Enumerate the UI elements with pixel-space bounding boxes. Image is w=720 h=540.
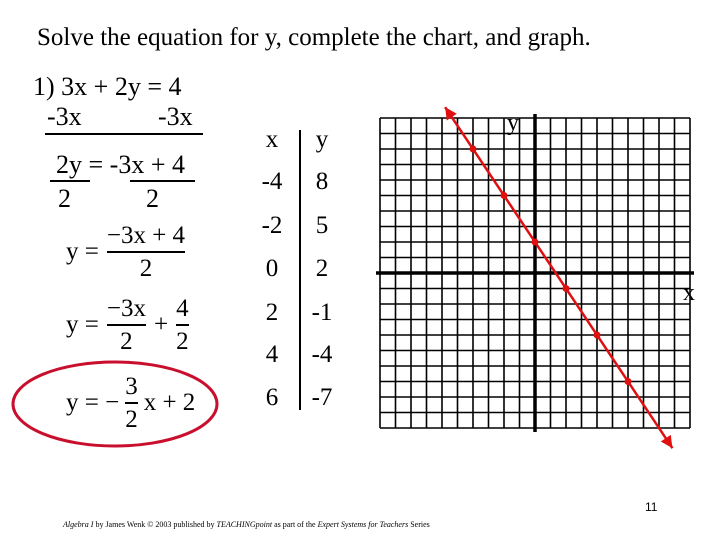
step-rest: x + 2 [143, 389, 196, 416]
step-lhs: y = − [66, 389, 120, 416]
footer-series: Expert Systems for Teachers [317, 520, 409, 529]
divisor-left: 2 [58, 184, 71, 213]
x-axis-label: x [683, 280, 695, 306]
denominator: 2 [120, 328, 133, 355]
numerator: −3x [106, 295, 146, 322]
numerator: 4 [176, 295, 189, 322]
table-cell-x: 2 [265, 299, 279, 326]
plotted-point [470, 146, 477, 153]
table-cell-y: -4 [311, 341, 333, 368]
table-cell-x: 4 [265, 341, 279, 368]
equation-line: 1) 3x + 2y = 4 [33, 72, 182, 101]
denominator: 2 [176, 328, 189, 355]
table-cell-x: 6 [265, 384, 279, 411]
line-arrowhead [661, 435, 673, 448]
table-cell-y: 2 [315, 255, 329, 282]
plotted-point [532, 239, 539, 246]
table-cell-y: 8 [315, 168, 329, 195]
plotted-point [501, 192, 508, 199]
footer-book: Algebra I [63, 520, 94, 529]
table-cell-x: 0 [265, 255, 279, 282]
numerator: −3x + 4 [106, 222, 186, 249]
subtract-right: -3x [158, 102, 193, 131]
table-cell-y: 5 [315, 212, 329, 239]
page-number: 11 [645, 500, 658, 514]
footer-text: Series [408, 520, 430, 529]
footer-text: by James Wenk © 2003 published by [93, 520, 217, 529]
table-header-x: x [265, 126, 279, 153]
plus-sign: + [153, 311, 169, 338]
step-lhs: y = [66, 238, 99, 265]
footer-text: as part of the [272, 520, 318, 529]
divisor-right: 2 [146, 184, 159, 213]
y-axis-label: y [507, 110, 519, 136]
isolated-term-line: 2y = -3x + 4 [56, 150, 185, 179]
table-cell-y: -1 [311, 299, 333, 326]
subtract-left: -3x [47, 102, 82, 131]
table-cell-y: -7 [311, 384, 333, 411]
plotted-point [625, 378, 632, 385]
denominator: 2 [125, 406, 138, 433]
step-lhs: y = [66, 311, 99, 338]
axes [376, 114, 694, 432]
table-cell-x: -4 [261, 168, 283, 195]
answer-circle [13, 362, 217, 446]
footer-credit [63, 520, 430, 529]
footer-publisher: TEACHINGpoint [216, 520, 273, 529]
numerator: 3 [125, 373, 138, 400]
plotted-point [594, 332, 601, 339]
denominator: 2 [139, 255, 153, 282]
plotted-point [563, 285, 570, 292]
page-title: Solve the equation for y, complete the chart, and graph. [37, 24, 591, 51]
table-cell-x: -2 [261, 212, 283, 239]
table-header-y: y [315, 126, 329, 153]
